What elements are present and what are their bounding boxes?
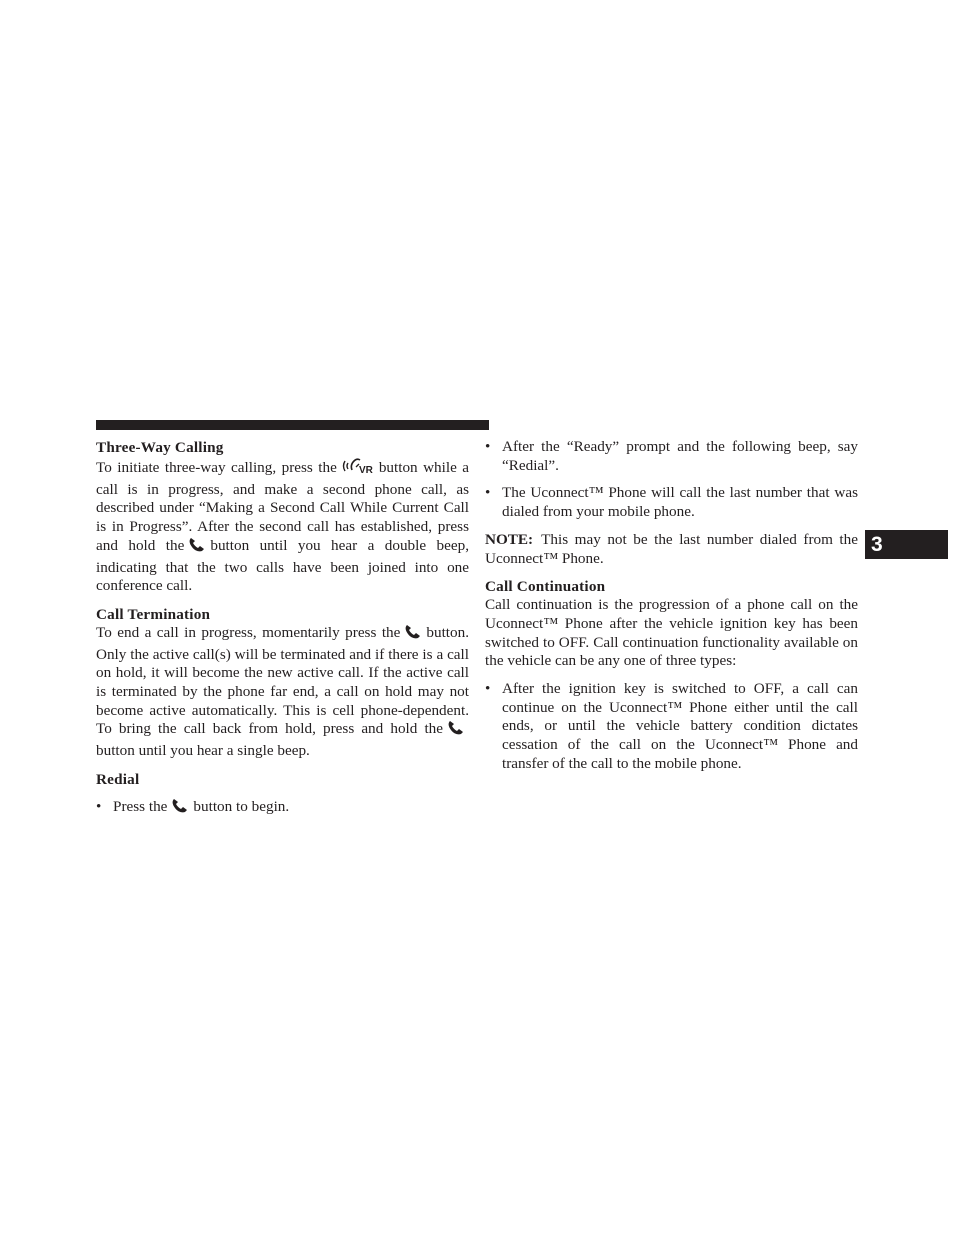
note-label: NOTE: [485,530,534,548]
phone-icon [188,537,206,559]
bullet-dot: • [485,484,491,502]
note-text: This may not be the last number dialed from the Uconnect™ Phone. [485,530,858,567]
redial-bullet: • Press the button to begin. [96,798,469,820]
heading-call-termination: Call Termination [96,605,211,623]
svg-text:VR: VR [358,465,373,475]
call-termination-text: To end a call in progress, momentarily press the button. Only the active call(s) will be terminated and if there is a call on hold, it will become the new active call. If the active call is terminated by the phone far end, a call on hold may not become active automatically. This is cell phone-dependent. To bring the call back from hold, press and hold thebutton until you hear a single beep. [96,623,469,760]
redial-step-bullet: • The Uconnect™ Phone will call the last number that was dialed from your mobile phone. [485,484,858,521]
call-continuation-bullet: • After the ignition key is switched to OFF, a call can continue on the Uconnect™ Phone either until the call ends, or until the vehicle battery condition dictates cessation of the call on the Uconnect™ Phone and transfer of the call to the mobile phone. [485,680,858,772]
redial-step-bullet: • After the “Ready” prompt and the following beep, say “Redial”. [485,438,858,474]
phone-icon [447,720,465,742]
left-column [96,438,469,820]
voice-recognition-icon [341,457,375,481]
heading-call-continuation: Call Continuation [485,578,606,596]
call-continuation-text: Call continuation is the progression of a phone call on the Uconnect™ Phone after the vehicle ignition key has been switched to OFF. Call continuation functionality available on the vehicle can be any one of three types: [485,596,858,670]
right-column [485,438,858,774]
phone-icon [171,798,189,820]
section-rule [96,420,489,430]
note [485,531,858,568]
bullet-dot: • [485,680,491,698]
phone-icon [404,624,422,646]
three-way-calling-text: To initiate three-way calling, press the VR button while a call is in progress, and make a second phone call, as described under “Making a Second Call While Current Call is in Progress”. After the second call has established, press and hold the button until you hear a double beep, indicating that the two calls have been joined into one conference call. [96,459,470,595]
chapter-tab [865,530,948,559]
heading-redial: Redial [96,770,140,788]
bullet-dot: • [96,797,102,815]
bullet-dot: • [485,438,491,455]
heading-three-way-calling: Three-Way Calling [96,439,224,456]
chapter-number: 3 [871,533,883,556]
